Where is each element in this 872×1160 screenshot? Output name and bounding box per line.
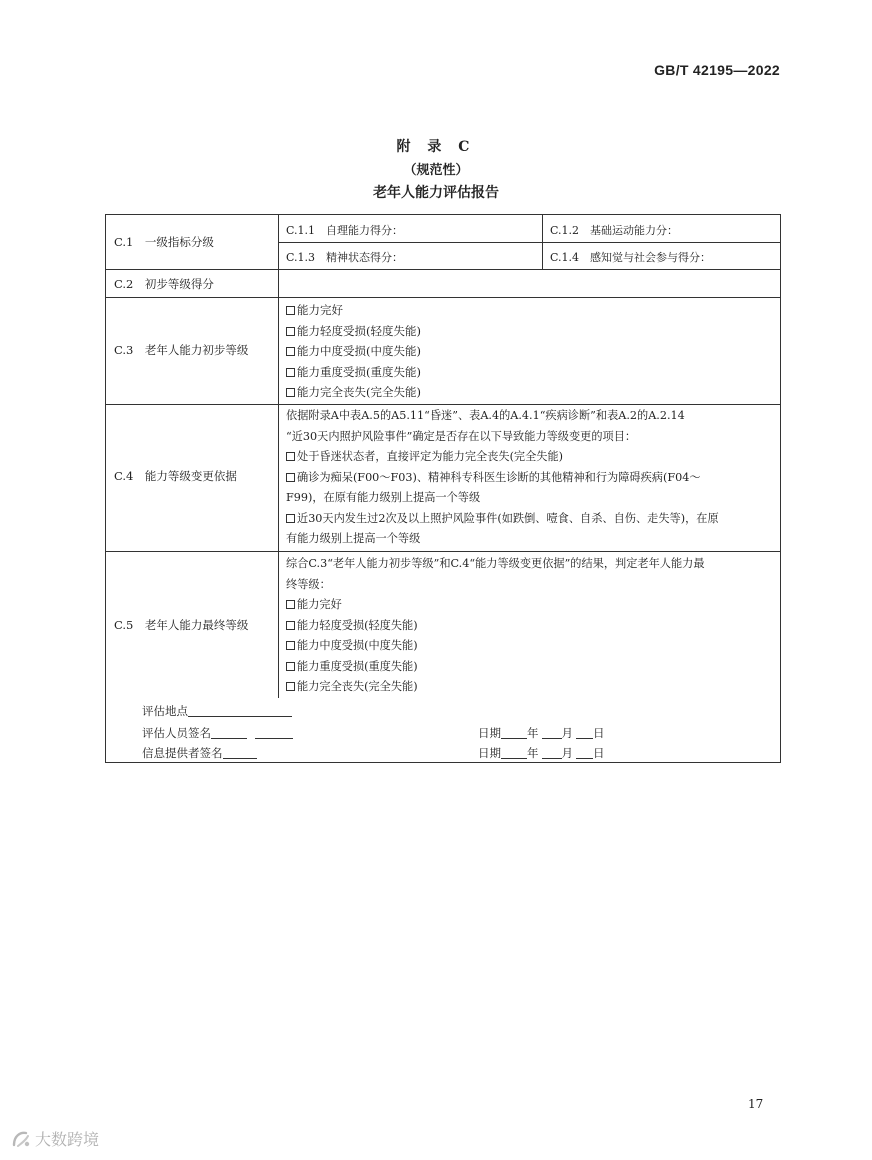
c3-label: C.3 老年人能力初步等级	[114, 343, 249, 357]
c3-option[interactable]: 能力完全丧失(完全失能)	[286, 382, 421, 403]
row-divider	[106, 269, 781, 270]
day-blank[interactable]	[576, 727, 593, 739]
checkbox-icon	[286, 452, 295, 461]
c5-option[interactable]: 能力完全丧失(完全失能)	[286, 677, 776, 698]
checkbox-icon	[286, 347, 295, 356]
c114-field: C.1.4 感知觉与社会参与得分：	[550, 251, 712, 264]
month-blank[interactable]	[542, 727, 562, 739]
c3-option[interactable]: 能力完好	[286, 300, 421, 321]
assessor-line	[142, 725, 293, 741]
c113-field: C.1.3 精神状态得分：	[286, 251, 404, 264]
c3-options	[286, 300, 421, 403]
c4-item[interactable]: 处于昏迷状态者，直接评定为能力完全丧失(完全失能)	[286, 447, 776, 468]
standard-number: GB/T 42195—2022	[654, 62, 780, 78]
assessor-label: 评估人员签名	[142, 726, 211, 740]
assessor-blank[interactable]	[255, 727, 293, 739]
place-blank[interactable]	[188, 705, 292, 717]
watermark-logo-icon	[10, 1128, 32, 1150]
assessor-date: 日期 年 月 日	[478, 726, 605, 740]
report-table	[105, 214, 781, 763]
report-title: 老年人能力评估报告	[373, 185, 499, 201]
row-divider	[106, 404, 781, 405]
row-divider	[279, 242, 781, 243]
column-divider	[278, 215, 279, 698]
appendix-nature: （规范性）	[403, 163, 469, 178]
c2-label: C.2 初步等级得分	[114, 277, 214, 291]
appendix-title: 附 录 C	[396, 139, 476, 155]
month-blank[interactable]	[542, 747, 562, 759]
c5-intro: 终等级：	[286, 577, 331, 591]
c4-item-cont: F99)，在原有能力级别上提高一个等级	[286, 491, 481, 504]
row-divider	[106, 551, 781, 552]
c3-option[interactable]: 能力中度受损(中度失能)	[286, 341, 421, 362]
checkbox-icon	[286, 473, 295, 482]
c4-item[interactable]: 近30天内发生过2次及以上照护风险事件(如跌倒、噎食、自杀、自伤、走失等)，在原	[286, 509, 776, 530]
checkbox-icon	[286, 388, 295, 397]
c5-content	[286, 554, 776, 698]
c112-field: C.1.2 基础运动能力分：	[550, 224, 679, 237]
watermark	[10, 1127, 99, 1150]
c4-intro: “近30天内照护风险事件”确定是否存在以下导致能力等级变更的项目：	[286, 429, 637, 443]
informant-date: 日期 年 月 日	[478, 746, 605, 760]
year-blank[interactable]	[501, 747, 527, 759]
c4-content	[286, 406, 776, 550]
c3-option[interactable]: 能力重度受损(重度失能)	[286, 362, 421, 383]
c4-intro: 依据附录A中表A.5的A5.11“昏迷”、表A.4的A.4.1“疾病诊断”和表A.2的A.2.14	[286, 409, 685, 422]
checkbox-icon	[286, 306, 295, 315]
day-blank[interactable]	[576, 747, 593, 759]
year-blank[interactable]	[501, 727, 527, 739]
place-line	[142, 703, 292, 719]
checkbox-icon	[286, 641, 295, 650]
checkbox-icon	[286, 514, 295, 523]
c4-item[interactable]: 确诊为痴呆(F00～F03)、精神科专科医生诊断的其他精神和行为障碍疾病(F04～	[286, 468, 776, 489]
place-label: 评估地点	[142, 704, 188, 718]
checkbox-icon	[286, 682, 295, 691]
checkbox-icon	[286, 327, 295, 336]
c5-label: C.5 老年人能力最终等级	[114, 618, 249, 632]
c111-field: C.1.1 自理能力得分：	[286, 224, 404, 237]
c4-item-cont: 有能力级别上提高一个等级	[286, 532, 421, 545]
c5-option[interactable]: 能力轻度受损(轻度失能)	[286, 616, 776, 637]
informant-blank[interactable]	[223, 747, 257, 759]
checkbox-icon	[286, 662, 295, 671]
c5-option[interactable]: 能力完好	[286, 595, 776, 616]
checkbox-icon	[286, 621, 295, 630]
c1-label: C.1 一级指标分级	[114, 235, 214, 249]
watermark-text: 大数跨境	[35, 1130, 100, 1149]
c5-intro: 综合C.3“老年人能力初步等级”和C.4“能力等级变更依据”的结果，判定老年人能力最	[286, 557, 705, 570]
row-divider	[106, 297, 781, 298]
c4-label: C.4 能力等级变更依据	[114, 469, 237, 483]
c3-option[interactable]: 能力轻度受损(轻度失能)	[286, 321, 421, 342]
column-divider	[542, 215, 543, 269]
informant-line	[142, 745, 257, 761]
c5-option[interactable]: 能力中度受损(中度失能)	[286, 636, 776, 657]
assessor-blank[interactable]	[211, 727, 247, 739]
page-number: 17	[748, 1097, 764, 1111]
checkbox-icon	[286, 368, 295, 377]
informant-label: 信息提供者签名	[142, 746, 223, 760]
checkbox-icon	[286, 600, 295, 609]
c5-option[interactable]: 能力重度受损(重度失能)	[286, 657, 776, 678]
